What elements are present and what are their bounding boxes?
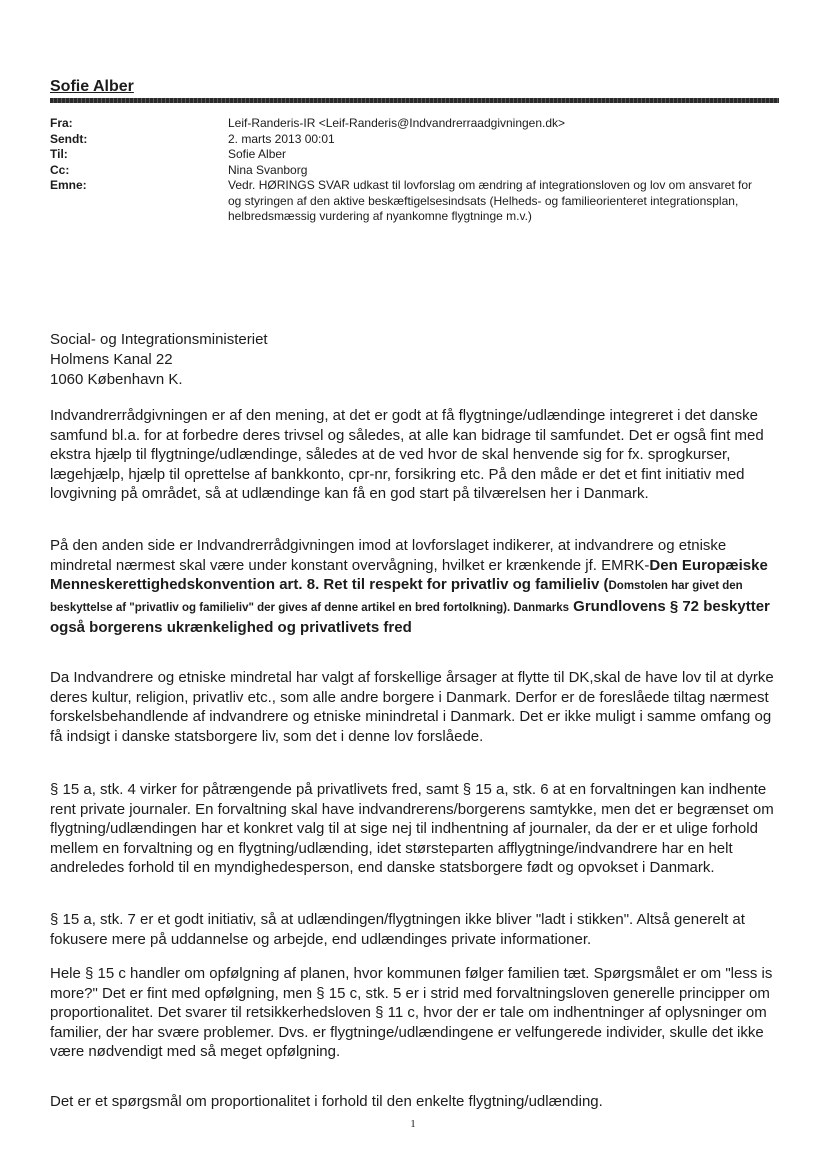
paragraph-5 (50, 910, 780, 949)
sent-value: 2. marts 2013 00:01 (228, 131, 335, 146)
paragraph-2-intro: På den anden side er Indvandrerrådgivningen imod at lovforslaget indikerer, at indvandrere og etniske mindretal nærmest skal være under konstant overvågning, hvilket er krænkende jf. EMRK- (50, 537, 727, 574)
subject-label: Emne: (50, 178, 87, 192)
sent-label: Sendt: (50, 131, 88, 146)
paragraph-3 (50, 668, 780, 746)
address-line-2: Holmens Kanal 22 (50, 351, 173, 368)
to-value: Sofie Alber (228, 147, 287, 161)
paragraph-1-text: Indvandrerrådgivningen er af den mening, at det er godt at få flygtninge/udlændinge integreret i det danske samfund bl.a. for at forbedre deres trivsel og således, at alle kan bidrage til samfundet. Det er også fint med ekstra hjælp til flygtninge/udlændinge, således at de ved hvor de skal henvende sig for fx. sprogkurser, lægehjælp, hjælp til oprettelse af bankkonto, cpr-nr, forsikring etc. På den måde er det et fint initiativ med lovgivning på området, så at udlændinge kan få en god start på tilværelsen her i Danmark. (50, 407, 764, 502)
paragraph-4-text: § 15 a, stk. 4 virker for påtrængende på privatlivets fred, samt § 15 a, stk. 6 at en forvaltningen kan indhente rent private journaler. En forvaltning skal have indvandrerens/borgerens samtykke, men det er begrænset om flygtning/udlændingen har et konkret valg til at sige nej til indhentning af journaler, da der er et ulige forhold mellem en forvaltning og en flygtning/udlænding, idet størsteparten afflygtninge/indvandrere har en helt andreledes forhold til en myndighedesperson, end danske statsborgere født og opvokset i Danmark. (50, 781, 774, 876)
header-row-cc (50, 163, 790, 179)
paragraph-5-text: § 15 a, stk. 7 er et godt initiativ, så at udlændingen/flygtningen ikke bliver "ladt i stikken". Altså generelt at fokusere mere på uddannelse og arbejde, end udlændinges private informationer. (50, 911, 745, 948)
paragraph-7-text: Det er et spørgsmål om proportionalitet i forhold til den enkelte flygtning/udlænding. (50, 1093, 603, 1110)
to-label: Til: (50, 147, 68, 161)
cc-value: Nina Svanborg (228, 162, 308, 177)
header-row-from (50, 116, 790, 132)
from-value: Leif-Randeris-IR <Leif-Randeris@Indvandrerraadgivningen.dk> (228, 116, 566, 130)
paragraph-6 (50, 964, 780, 1062)
header-divider (50, 98, 779, 103)
from-label: Fra: (50, 116, 73, 130)
paragraph-4 (50, 780, 780, 878)
sender-name: Sofie Alber (50, 78, 134, 95)
recipient-address (50, 330, 268, 390)
header-row-subject (50, 178, 790, 225)
header-row-sent (50, 132, 790, 148)
paragraph-2 (50, 536, 780, 638)
cc-label: Cc: (50, 162, 70, 177)
paragraph-3-text: Da Indvandrere og etniske mindretal har valgt af forskellige årsager at flytte til DK,skal de have lov til at dyrke deres kultur, religion, privatliv etc., som alle andre borgere i Danmark. Derfor er de foreslåede tiltag nærmest forskelsbehandlende af indvandrere og etniske minindretal i Danmark. Det er ikke muligt i samme omfang og få indsigt i danske statsborgere liv, som det i denne lov forslåede. (50, 669, 774, 745)
address-line-1: Social- og Integrationsministeriet (50, 331, 268, 348)
paragraph-7 (50, 1092, 780, 1112)
email-header (50, 116, 790, 225)
emrk-reference: Den Europæiske Menneskerettighedskonvention art. 8. Ret til respekt for privatliv og familieliv ( (50, 556, 768, 593)
court-note: Domstolen har givet den beskyttelse af "privatliv og familieliv" der gives af denne artikel en bred fortolkning). Danmarks (50, 580, 743, 614)
header-row-to (50, 147, 790, 163)
page-number: 1 (410, 1118, 416, 1130)
paragraph-1 (50, 406, 780, 504)
subject-value: Vedr. HØRINGS SVAR udkast til lovforslag om ændring af integrationsloven og lov om ansvaret for og styringen af den aktive beskæftigelsesindsats (Helheds- og familieorienteret integrationsplan, helbredsmæssig vurdering af nyankomne flygtninge m.v.) (228, 178, 753, 223)
paragraph-6-text: Hele § 15 c handler om opfølgning af planen, hvor kommunen følger familien tæt. Spørgsmålet er om "less is more?" Det er fint med opfølgning, men § 15 c, stk. 5 er i strid med forvaltningsloven generelle principper om proportionalitet. Det svarer til retsikkerhedsloven § 11 c, hvor der er tale om indhentninger af oplysninger om familier, der har svære problemer. Dvs. er flygtninge/udlændingene er velfungerede individer, skulle det ikke være nødvendigt med så meget opfølgning. (50, 965, 773, 1060)
constitution-reference: Grundlovens § 72 beskytter også borgerens ukrænkelighed og privatlivets fred (50, 597, 770, 636)
address-line-3: 1060 København K. (50, 371, 183, 388)
paragraph-2-text (50, 536, 780, 638)
